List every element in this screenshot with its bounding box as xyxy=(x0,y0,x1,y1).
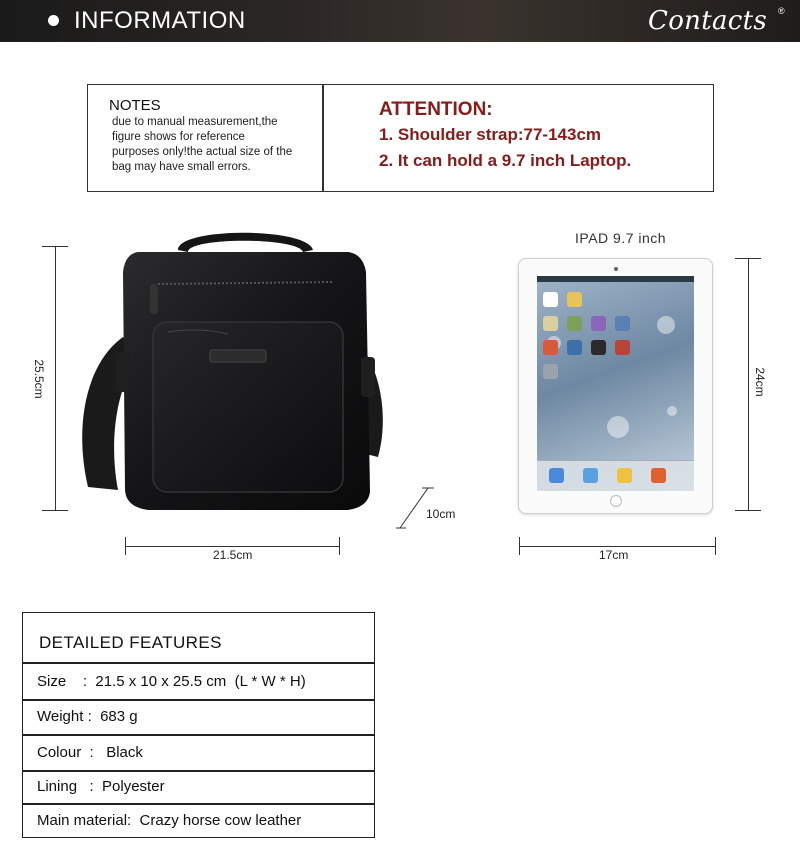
home-button xyxy=(610,495,622,507)
notes-app-icon xyxy=(543,316,558,331)
feature-row-material: Main material: Crazy horse cow leather xyxy=(37,812,302,829)
dock xyxy=(537,460,694,491)
registered-mark: ® xyxy=(778,6,785,16)
feature-row-colour: Colour : Black xyxy=(37,744,143,761)
videos-app-icon xyxy=(615,316,630,331)
facetime-app-icon xyxy=(567,340,582,355)
attention-title: ATTENTION: xyxy=(379,99,493,120)
ipad-width-label: 17cm xyxy=(596,548,631,562)
dim-tick xyxy=(42,510,68,511)
settings-app-icon xyxy=(543,364,558,379)
feature-row-lining: Lining : Polyester xyxy=(37,778,165,795)
water-drop xyxy=(607,416,629,438)
feature-row-weight: Weight : 683 g xyxy=(37,708,138,725)
water-drop xyxy=(667,406,677,416)
ipad-screen xyxy=(537,276,694,491)
camera-icon xyxy=(614,267,618,271)
gamecenter-app-icon xyxy=(543,340,558,355)
contacts-app-icon xyxy=(567,292,582,307)
row-divider xyxy=(23,803,374,805)
bag-image xyxy=(78,222,408,522)
music-app-icon xyxy=(651,468,666,483)
header-banner xyxy=(0,0,800,42)
ipad-height-label: 24cm xyxy=(753,362,767,402)
ipad-image xyxy=(518,258,713,514)
dim-line-ipad-width xyxy=(519,546,715,547)
safari-app-icon xyxy=(549,468,564,483)
dim-tick xyxy=(735,510,761,511)
page-title: INFORMATION xyxy=(74,7,246,34)
notes-attention-box xyxy=(87,84,714,192)
attention-item: 2. It can hold a 9.7 inch Laptop. xyxy=(379,151,632,170)
dim-tick xyxy=(715,537,716,555)
dim-line-width xyxy=(125,546,339,547)
row-divider xyxy=(23,770,374,772)
features-title: DETAILED FEATURES xyxy=(39,633,222,652)
ipad-label: IPAD 9.7 inch xyxy=(575,230,667,246)
dim-tick xyxy=(339,537,340,555)
status-bar xyxy=(537,276,694,282)
features-table xyxy=(22,612,375,838)
row-divider xyxy=(23,734,374,736)
bullet-icon xyxy=(48,15,59,26)
bag-width-label: 21.5cm xyxy=(210,548,255,562)
mail-app-icon xyxy=(583,468,598,483)
notes-line: figure shows for reference xyxy=(112,131,245,143)
water-drop xyxy=(657,316,675,334)
attention-item: 1. Shoulder strap:77-143cm xyxy=(379,125,602,144)
dim-line-height xyxy=(55,246,56,510)
camera-app-icon xyxy=(591,340,606,355)
notes-line: purposes only!the actual size of the xyxy=(112,146,293,158)
photo-booth-app-icon xyxy=(615,340,630,355)
photos-app-icon xyxy=(591,316,606,331)
feature-row-size: Size : 21.5 x 10 x 25.5 cm (L * W * H) xyxy=(37,673,306,690)
notes-text xyxy=(112,115,312,175)
notes-line: due to manual measurement,the xyxy=(112,116,278,128)
bag-height-label: 25.5cm xyxy=(32,354,46,404)
notes-title: NOTES xyxy=(109,97,161,114)
photos-dock-icon xyxy=(617,468,632,483)
bag-depth-label: 10cm xyxy=(426,507,456,521)
row-divider xyxy=(23,662,374,664)
notes-line: bag may have small errors. xyxy=(112,161,251,173)
brand-logo: Contacts xyxy=(648,6,767,36)
maps-app-icon xyxy=(567,316,582,331)
calendar-app-icon xyxy=(543,292,558,307)
row-divider xyxy=(23,699,374,701)
dim-line-ipad-height xyxy=(748,258,749,510)
box-divider xyxy=(322,85,324,191)
